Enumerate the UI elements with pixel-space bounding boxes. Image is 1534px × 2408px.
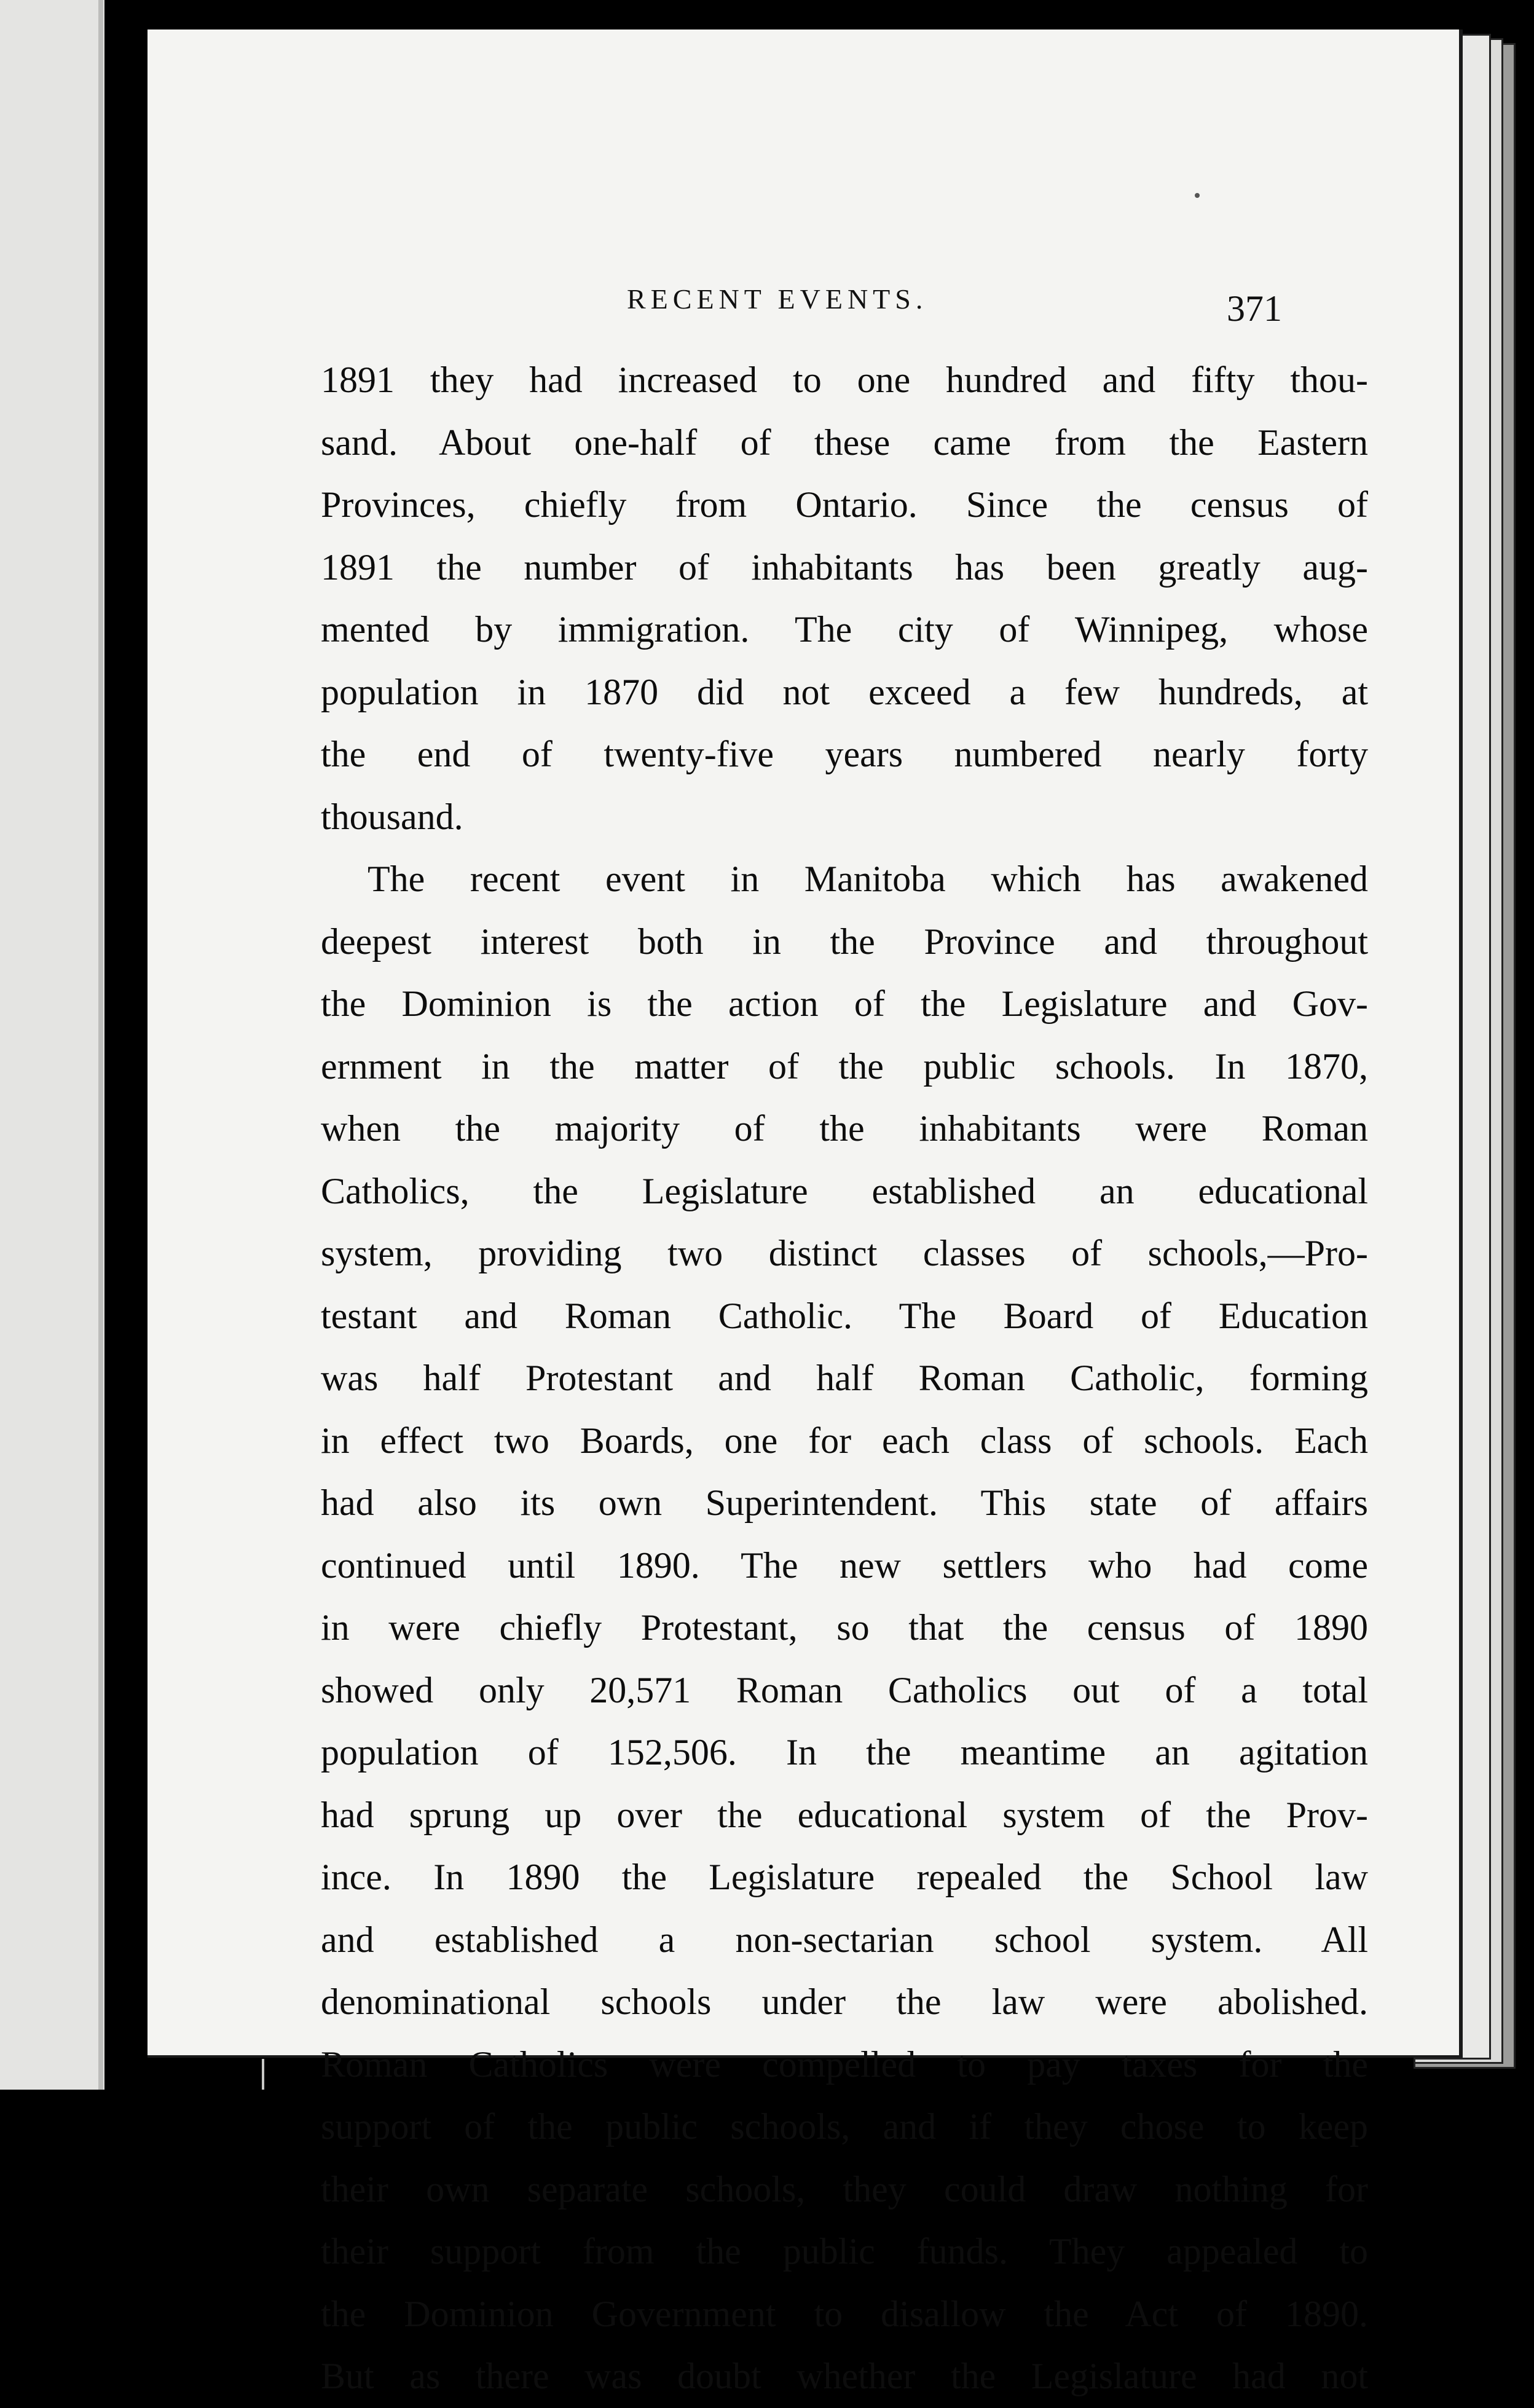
text-line: support of the public schools, and if they chose to keep — [321, 2106, 1368, 2147]
book-page — [148, 30, 1463, 2396]
text-line: continued until 1890. The new settlers who had come — [321, 1544, 1368, 1586]
body-text — [321, 349, 1368, 2408]
text-line: the end of twenty-five years numbered nearly forty — [321, 734, 1368, 774]
text-line: sand. About one-half of these came from the Eastern — [321, 422, 1368, 463]
speck — [262, 2059, 264, 2090]
text-line: was half Protestant and half Roman Catholic, forming — [321, 1358, 1368, 1398]
text-line: ince. In 1890 the Legislature repealed the School law — [321, 1857, 1368, 1897]
text-line: when the majority of the inhabitants were Roman — [321, 1108, 1368, 1149]
text-line: the Dominion Government to disallow the Act of 1890. — [321, 2293, 1368, 2334]
text-line: population of 152,506. In the meantime an agitation — [321, 1732, 1368, 1773]
text-line: had also its own Superintendent. This state of affairs — [321, 1482, 1368, 1523]
text-line: denominational schools under the law were abolished. — [321, 1981, 1368, 2022]
text-line: the Dominion is the action of the Legislature and Gov- — [321, 983, 1368, 1024]
text-line: 1891 they had increased to one hundred and fifty thou- — [321, 360, 1368, 400]
text-line: Catholics, the Legislature established an educational — [321, 1170, 1368, 1211]
text-line: in were chiefly Protestant, so that the census of 1890 — [321, 1607, 1368, 1648]
text-line: showed only 20,571 Roman Catholics out of a total — [321, 1669, 1368, 1710]
text-line: ernment in the matter of the public schools. In 1870, — [321, 1045, 1368, 1087]
text-line: their support from the public funds. They appealed to — [321, 2231, 1368, 2272]
text-line: Provinces, chiefly from Ontario. Since the census of — [321, 484, 1368, 525]
text-line: their own separate schools, they could draw nothing for — [321, 2168, 1368, 2209]
facing-page-shadow — [98, 0, 103, 2090]
running-head: RECENT EVENTS. — [627, 283, 928, 315]
facing-page-edge — [0, 0, 104, 2090]
text-line: Roman Catholics were compelled to pay taxes for the — [321, 2044, 1368, 2085]
text-line: mented by immigration. The city of Winnipeg, whose — [321, 609, 1368, 650]
text-line: 1891 the number of inhabitants has been greatly aug- — [321, 546, 1368, 588]
text-line: population in 1870 did not exceed a few hundreds, at — [321, 671, 1368, 712]
text-line: had sprung up over the educational system of the Prov- — [321, 1794, 1368, 1835]
binding-gutter — [104, 0, 148, 2090]
text-line: testant and Roman Catholic. The Board of Education — [321, 1295, 1368, 1336]
page-number: 371 — [1227, 288, 1282, 329]
text-line: deepest interest both in the Province and throughout — [321, 921, 1368, 962]
text-line: and established a non-sectarian school system. All — [321, 1919, 1368, 1960]
text-line: thousand. — [321, 796, 463, 837]
text-line: system, providing two distinct classes of schools,—Pro- — [321, 1233, 1368, 1273]
text-line: But as there was doubt whether the Legislature had not — [321, 2356, 1368, 2396]
text-line: The recent event in Manitoba which has awakened — [368, 859, 1368, 899]
text-line: in effect two Boards, one for each class of schools. Each — [321, 1420, 1368, 1461]
